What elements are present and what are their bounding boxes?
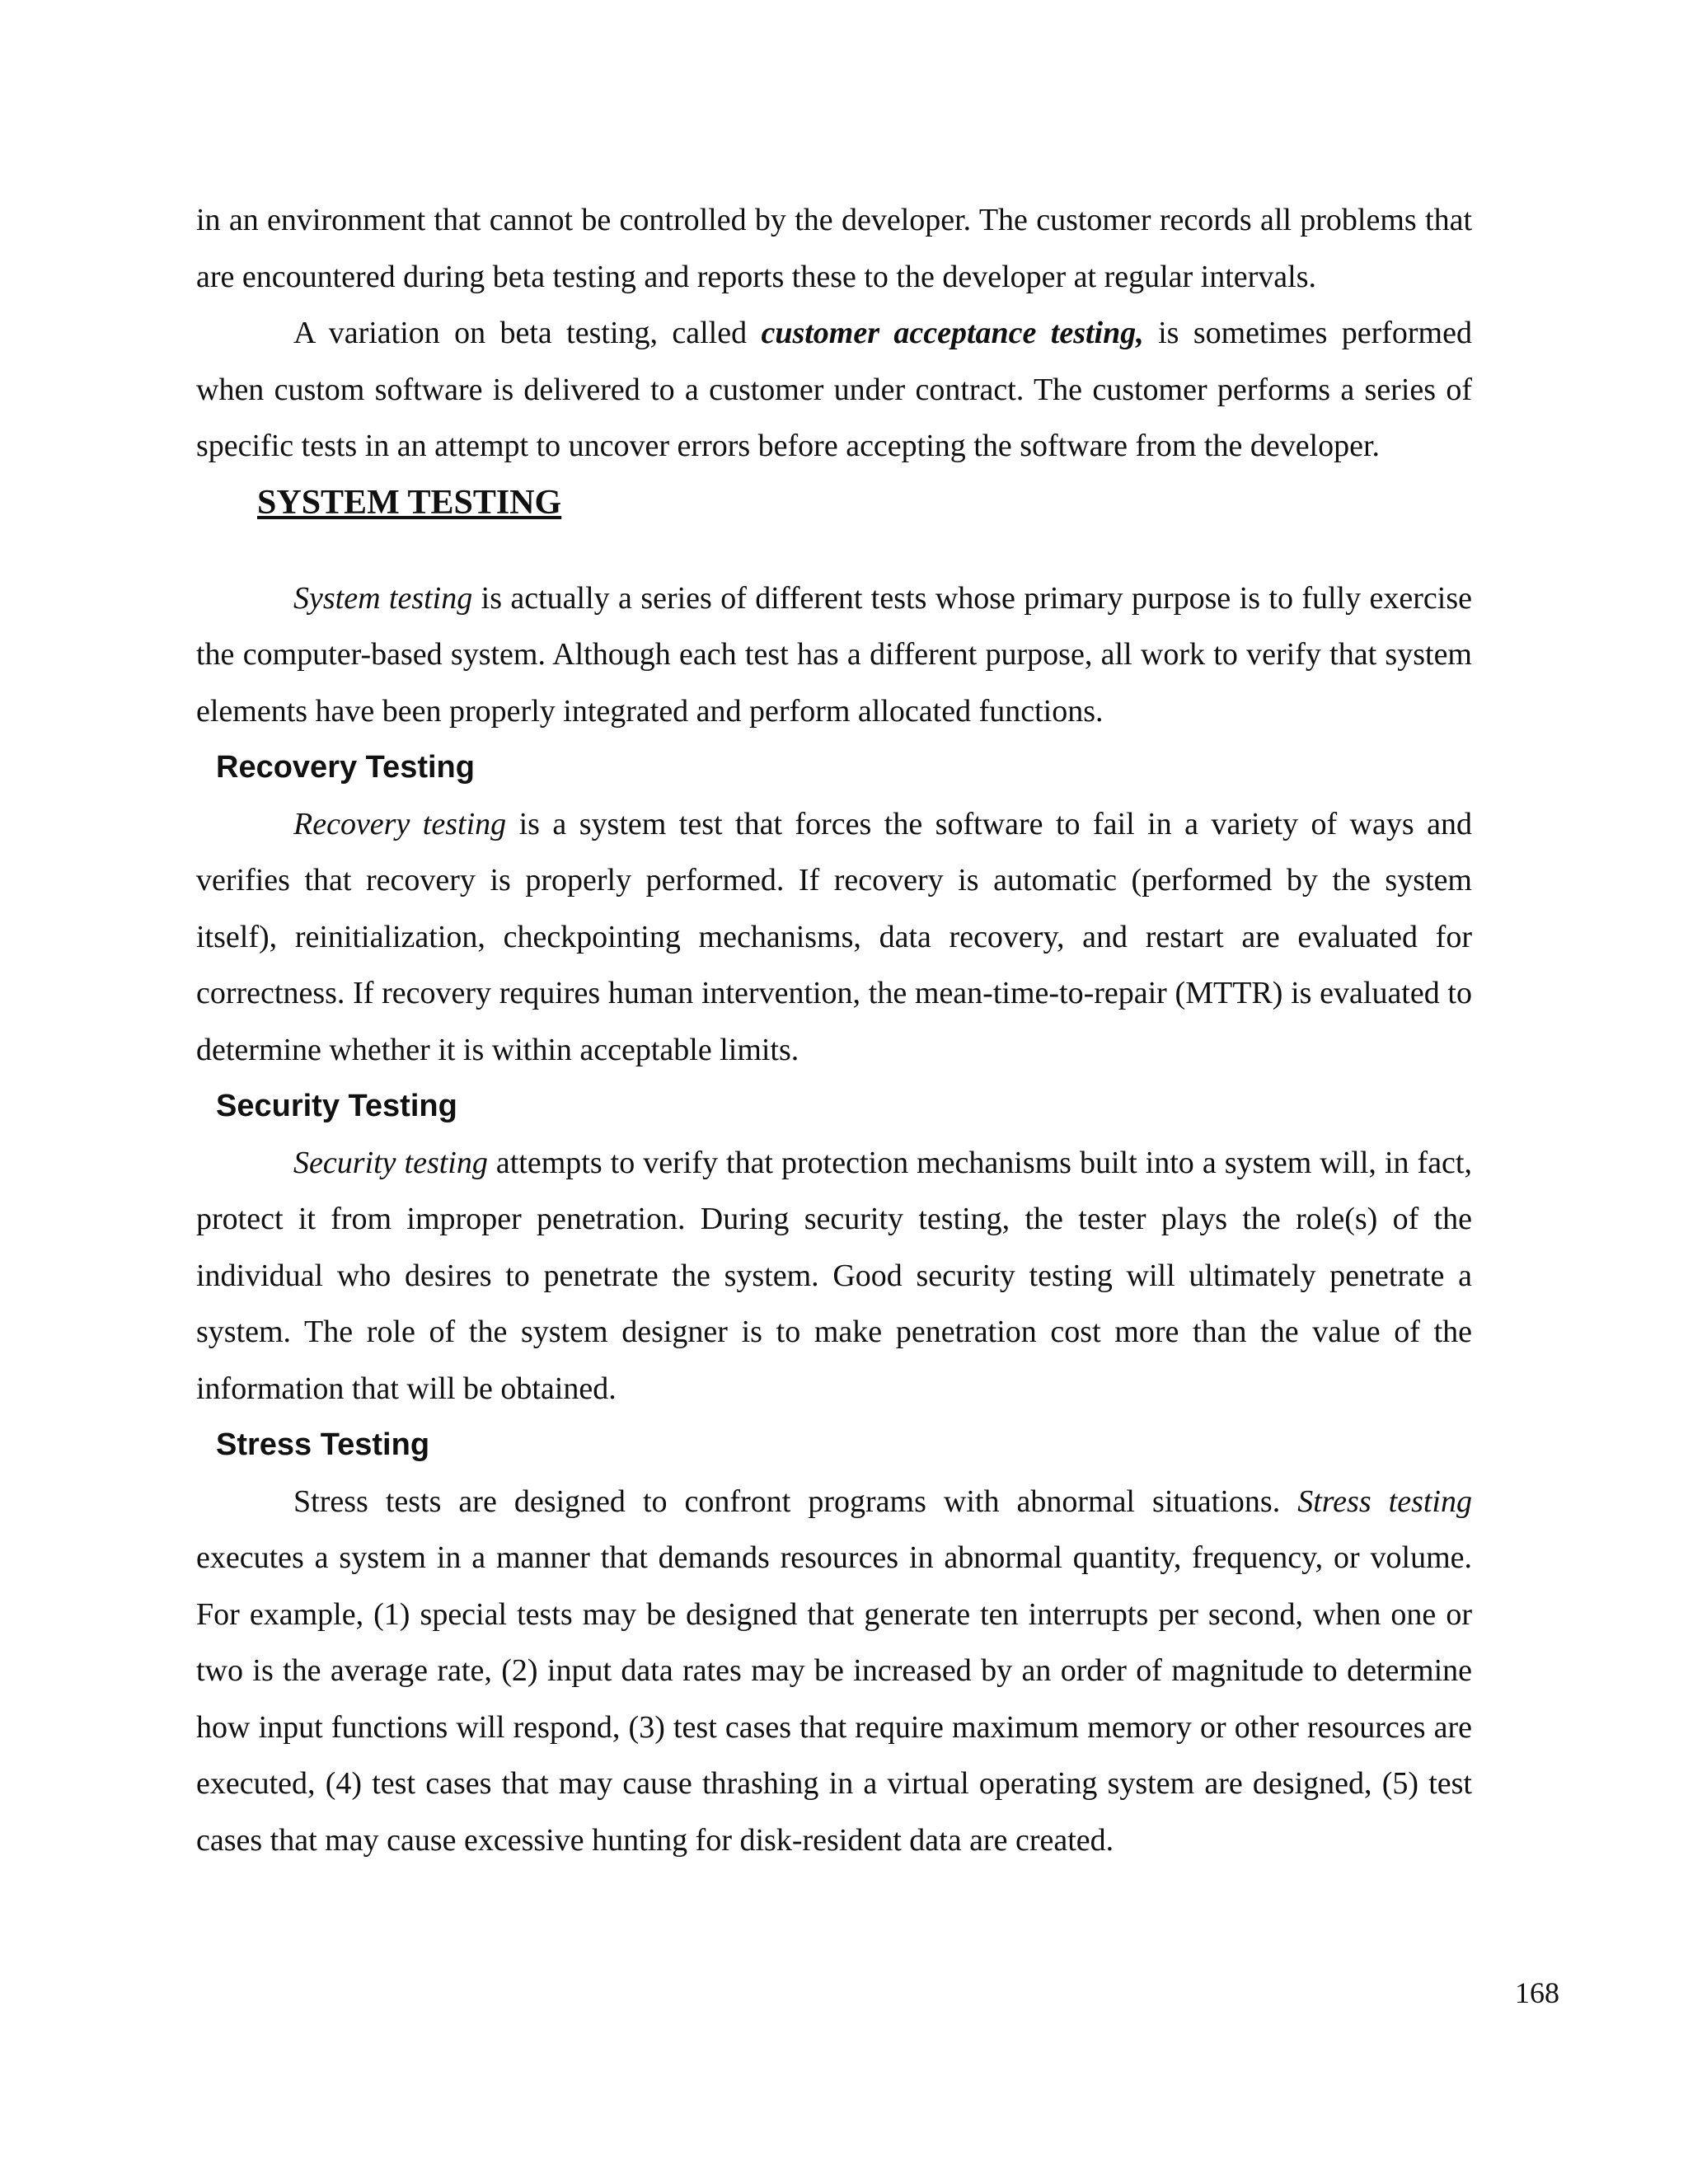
stress-text-b: executes a system in a manner that demands resources in abnormal quantity, frequency, or volume. For example, (1) special tests may be designed that generate ten interrupts per second, when one or two is the average rate, (2) input data rates may be increased by an order of magnitude to determine how input functions will respond, (3) test cases that require maximum memory or other resources are executed, (4) test cases that may cause thrashing in a virtual operating system are designed, (5) test cases that may cause excessive hunting for disk-resident data are created. xyxy=(196,1540,1472,1858)
page-body xyxy=(196,192,1472,1868)
stress-term: Stress testing xyxy=(1297,1483,1472,1519)
heading-security-testing: Security Testing xyxy=(216,1089,457,1123)
intro-paragraph: in an environment that cannot be controlled by the developer. The customer records all problems that are encountered during beta testing and reports these to the developer at regular intervals. xyxy=(196,203,1472,294)
system-testing-term: System testing xyxy=(293,580,473,616)
security-text: attempts to verify that protection mechanisms built into a system will, in fact, protect it from improper penetration. During security testing, the tester plays the role(s) of the individual who desires to penetrate the system. Good security testing will ultimately penetrate a system. The role of the system designer is to make penetration cost more than the value of the information that will be obtained. xyxy=(196,1145,1472,1406)
acceptance-text-b: is sometimes performed when custom software is delivered to a customer under contract. The customer performs a series of specific tests in an attempt to uncover errors before accepting the software from the developer. xyxy=(196,316,1472,463)
recovery-text: is a system test that forces the software to fail in a variety of ways and verifies that recovery is properly performed. If recovery is automatic (performed by the system itself), reinitialization, checkpointing mechanisms, data recovery, and restart are evaluated for correctness. If recovery requires human intervention, the mean-time-to-repair (MTTR) is evaluated to determine whether it is within acceptable limits. xyxy=(196,806,1472,1067)
recovery-paragraph xyxy=(196,796,1472,1079)
security-paragraph xyxy=(196,1135,1472,1418)
stress-text-a: Stress tests are designed to confront programs with abnormal situations. xyxy=(293,1483,1298,1519)
heading-stress-testing: Stress Testing xyxy=(216,1427,430,1462)
heading-recovery-testing: Recovery Testing xyxy=(216,750,475,785)
acceptance-paragraph xyxy=(196,305,1472,475)
security-term: Security testing xyxy=(293,1145,488,1180)
page-number: 168 xyxy=(1515,1976,1559,2009)
system-testing-text: is actually a series of different tests whose primary purpose is to fully exercise the computer-based system. Although each test has a different purpose, all work to verify that system elements have been properly integrated and perform allocated functions. xyxy=(196,580,1472,729)
section-title-system-testing: SYSTEM TESTING xyxy=(257,483,562,522)
recovery-term: Recovery testing xyxy=(293,806,507,841)
system-testing-paragraph xyxy=(196,570,1472,740)
acceptance-term: customer acceptance testing, xyxy=(761,316,1144,350)
stress-paragraph xyxy=(196,1474,1472,1869)
acceptance-text-a: A variation on beta testing, called xyxy=(293,316,762,350)
